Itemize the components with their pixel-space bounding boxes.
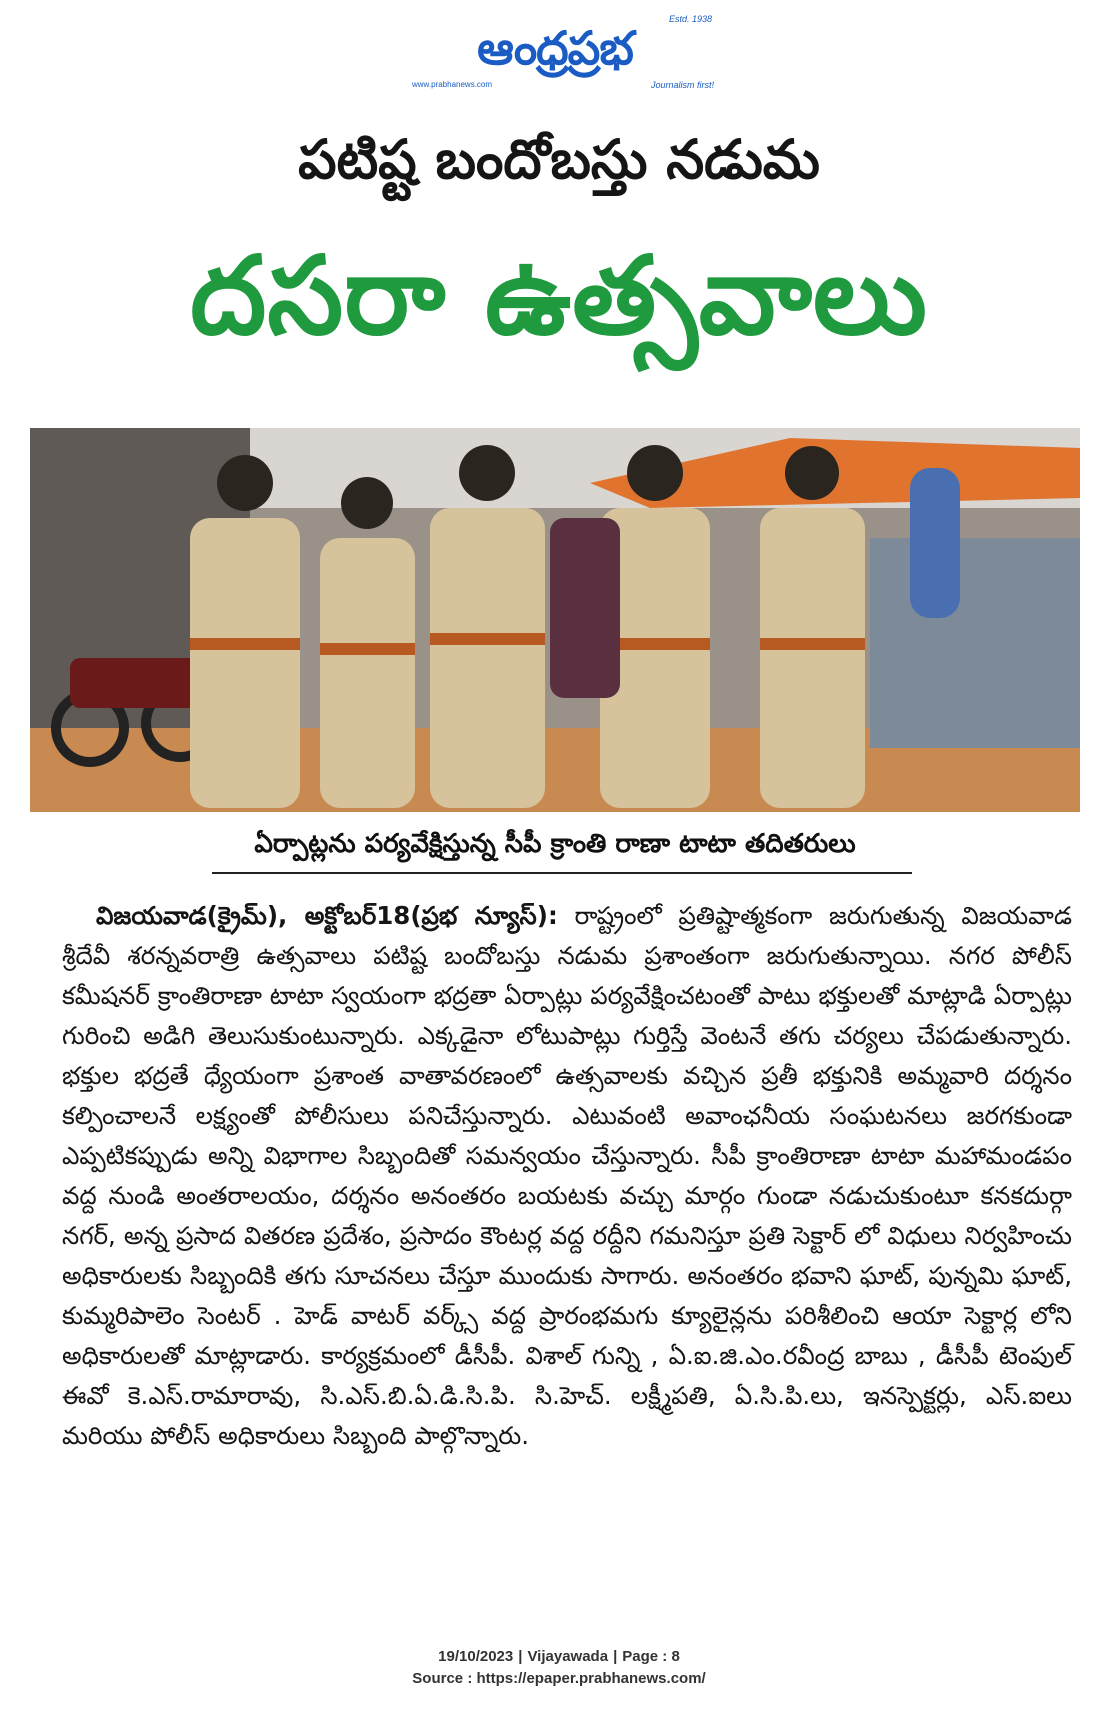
masthead-website: www.prabhanews.com [412, 80, 493, 89]
article-kicker: పటిష్ట బందోబస్తు నడుమ [298, 128, 820, 191]
article-dateline: విజయవాడ(క్రైమ్), అక్టోబర్18(ప్రభ న్యూస్): [96, 901, 558, 930]
masthead-established: Estd. 1938 [668, 14, 712, 24]
footer-edition: Vijayawada [527, 1648, 609, 1665]
page-footer [0, 1646, 1118, 1690]
newspaper-logo: ఆంధ్రప్రభ [477, 21, 633, 75]
photo-caption: ఏర్పాట్లను పర్యవేక్షిస్తున్న సీపీ క్రాంతి రాణా టాటా తదితరులు [254, 829, 856, 859]
caption-divider [212, 872, 912, 874]
article-headline: దసరా ఉత్సవాలు [190, 234, 928, 359]
footer-page: Page : 8 [622, 1648, 680, 1665]
masthead-tagline: Journalism first! [650, 80, 714, 90]
article-body [62, 896, 1072, 1456]
footer-separator: | [613, 1648, 618, 1665]
article-text: రాష్ట్రంలో ప్రతిష్టాత్మకంగా జరుగుతున్న విజయవాడ శ్రీదేవీ శరన్నవరాత్రి ఉత్సవాలు పటిష్ట బందోబస్తు నడుమ ప్రశాంతంగా జరుగుతున్నాయి. నగర పోలీస్ కమీషనర్ క్రాంతిరాణా టాటా స్వయంగా భద్రతా ఏర్పాట్లు పర్యవేక్షించటంతో పాటు భక్తులతో మాట్లాడి ఏర్పాట్లు గురించి అడిగి తెలుసుకుంటున్నారు. ఎక్కడైనా లోటుపాట్లు గుర్తిస్తే వెంటనే తగు చర్యలు చేపడుతున్నారు. భక్తుల భద్రతే ధ్యేయంగా ప్రశాంత వాతావరణంలో ఉత్సవాలకు వచ్చిన ప్రతీ భక్తునికి అమ్మవారి దర్శనం కల్పించాలనే లక్ష్యంతో పోలీసులు పనిచేస్తున్నారు. ఎటువంటి అవాంఛనీయ సంఘటనలు జరగకుండా ఎప్పటికప్పుడు అన్ని విభాగాల సిబ్బందితో సమన్వయం చేస్తున్నారు. సీపీ క్రాంతిరాణా టాటా మహామండపం వద్ద నుండి అంతరాలయం, దర్శనం అనంతరం బయటకు వచ్చు మార్గం గుండా నడుచుకుంటూ కనకదుర్గా నగర్, అన్న ప్రసాద వితరణ ప్రదేశం, ప్రసాదం కౌంటర్ల వద్ద రద్దీని గమనిస్తూ ప్రతి సెక్టార్ లో విధులు నిర్వహించు అధికారులకు సిబ్బందికి తగు సూచనలు చేస్తూ ముందుకు సాగారు. అనంతరం భవాని ఘాట్, పున్నమి ఘాట్, కుమ్మరిపాలెం సెంటర్ . హెడ్ వాటర్ వర్క్స్ వద్ద ప్రారంభమగు క్యూలైన్లను పరిశీలించి ఆయా సెక్టార్ల లోని అధికారులతో మాట్లాడారు. కార్యక్రమంలో డీసీపీ. విశాల్ గున్ని , ఏ.ఐ.జి.ఎం.రవీంద్ర బాబు , డీసీపీ టెంపుల్ ఈవో కె.ఎస్.రామారావు, సి.ఎస్.బి.ఏ.డి.సి.పి. సి.హెచ్. లక్ష్మీపతి, ఏ.సి.పి.లు, ఇనస్పెక్టర్లు, ఎస్.ఐలు మరియు పోలీస్ అధికారులు సిబ్బంది పాల్గొన్నారు. [62, 901, 1072, 1450]
article-paragraph [62, 896, 1072, 1456]
footer-source: Source : https://epaper.prabhanews.com/ [412, 1670, 706, 1687]
footer-separator: | [518, 1648, 523, 1665]
masthead [400, 14, 720, 94]
footer-date: 19/10/2023 [438, 1648, 514, 1665]
police-inspection-photo [30, 428, 1080, 812]
article-photo [30, 428, 1080, 812]
footer-meta [0, 1646, 1118, 1668]
